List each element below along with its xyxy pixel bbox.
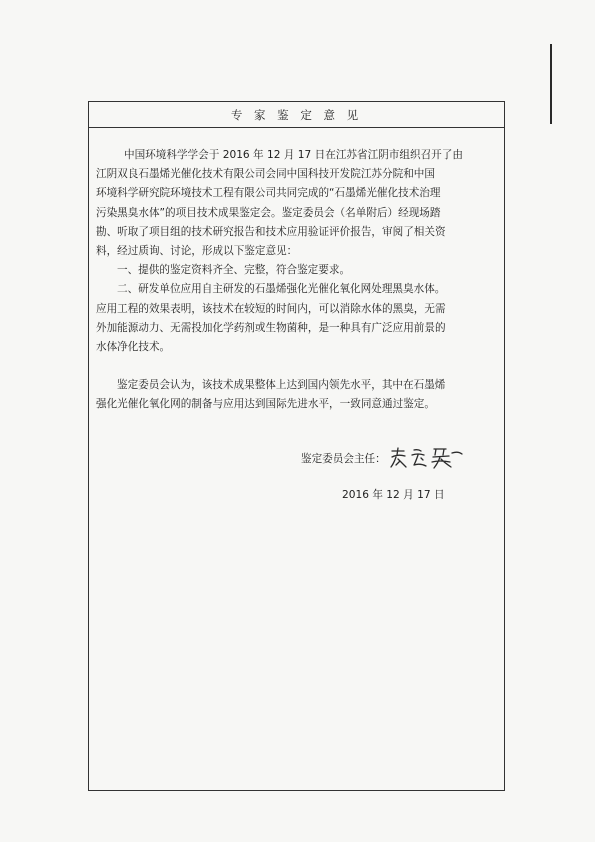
- opinion-body: [89, 146, 504, 415]
- document-title: 专 家 鉴 定 意 见: [230, 107, 363, 122]
- page-edge-mark: [550, 44, 552, 124]
- body-line: 料，经过质询、讨论，形成以下鉴定意见：: [96, 245, 298, 258]
- opinion-frame: [88, 101, 505, 791]
- body-line: 江阴双良石墨烯光催化技术有限公司会同中国科技开发院江苏分院和中国: [96, 168, 435, 181]
- conclusion-line: 强化光催化氧化网的制备与应用达到国际先进水平，一致同意通过鉴定。: [96, 398, 435, 411]
- signature-row: [301, 445, 472, 471]
- body-line: 污染黑臭水体”的项目技术成果鉴定会。鉴定委员会（名单附后）经现场踏: [96, 206, 441, 219]
- handwritten-signature: [388, 445, 472, 471]
- body-line: 水体净化技术。: [96, 341, 171, 354]
- body-line: 一、提供的鉴定资料齐全、完整，符合鉴定要求。: [117, 264, 351, 277]
- title-bar: [89, 102, 504, 128]
- body-line: 外加能源动力、无需投加化学药剂或生物菌种，是一种具有广泛应用前景的: [96, 321, 446, 334]
- body-line: 中国环境科学学会于 2016 年 12 月 17 日在江苏省江阴市组织召开了由: [124, 149, 463, 161]
- date: 2016 年 12 月 17 日: [342, 489, 445, 501]
- body-line: 环境科学研究院环境技术工程有限公司共同完成的“石墨烯光催化技术治理: [96, 187, 441, 200]
- conclusion-line: 鉴定委员会认为，该技术成果整体上达到国内领先水平，其中在石墨烯: [117, 379, 446, 392]
- body-line: 应用工程的效果表明，该技术在较短的时间内，可以消除水体的黑臭，无需: [96, 302, 446, 315]
- signature-label: 鉴定委员会主任：: [301, 452, 386, 465]
- body-line: 二、研发单位应用自主研发的石墨烯强化光催化氧化网处理黑臭水体。: [117, 283, 446, 296]
- body-line: 勘、听取了项目组的技术研究报告和技术应用验证评价报告，审阅了相关资: [96, 225, 446, 238]
